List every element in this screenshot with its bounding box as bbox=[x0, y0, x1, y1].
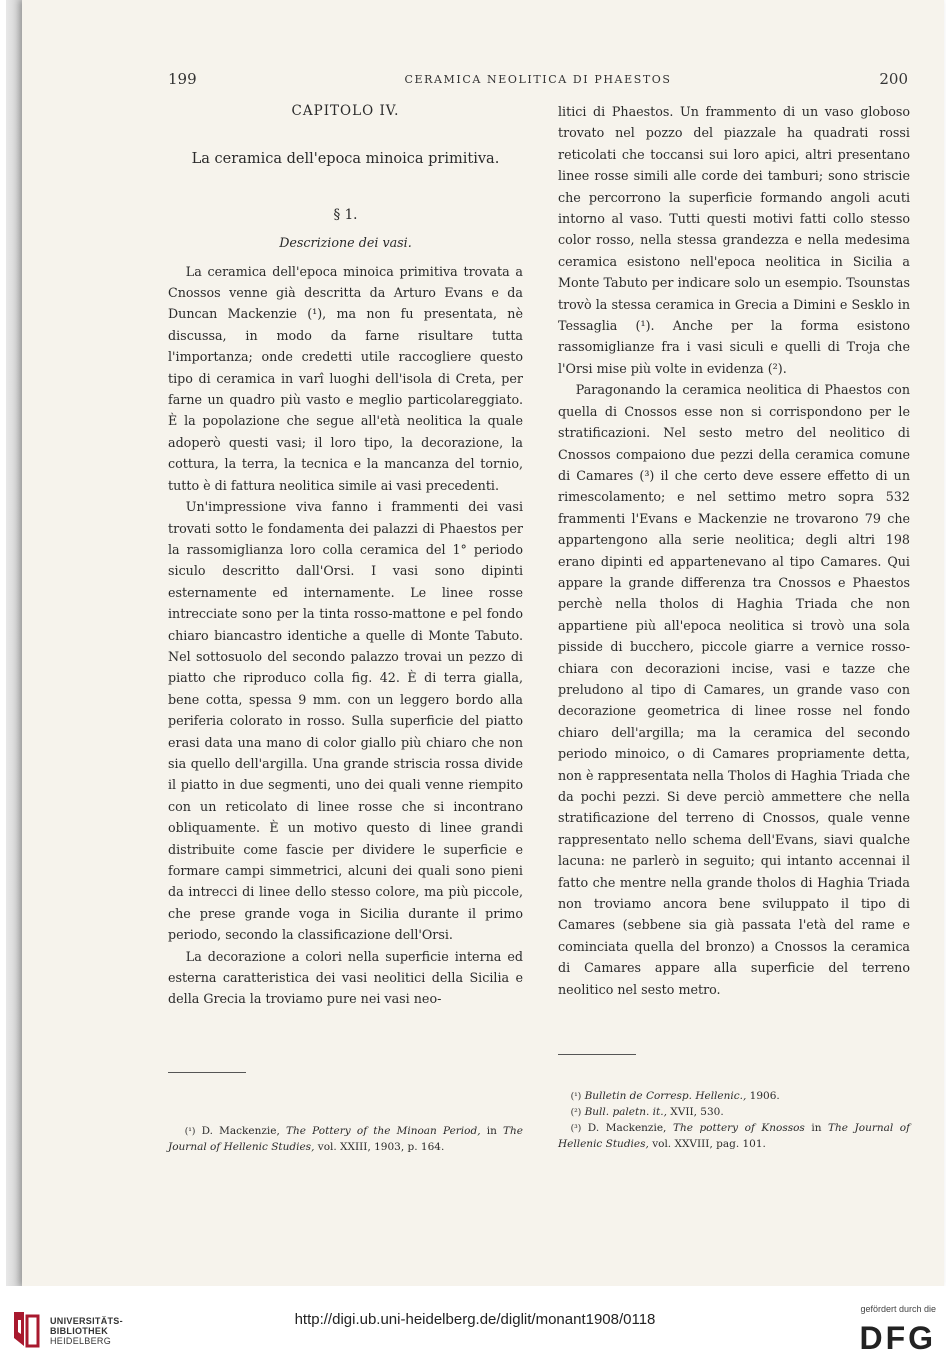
footnote-rest: 1906. bbox=[749, 1090, 780, 1102]
permalink-url[interactable]: http://digi.ub.uni-heidelberg.de/diglit/monant1908/0118 bbox=[294, 1311, 656, 1328]
library-name-line: UNIVERSITÄTS- bbox=[50, 1316, 123, 1326]
sponsor-caption: gefördert durch die bbox=[860, 1304, 936, 1314]
paragraph: La ceramica dell'epoca minoica primitiva trovata a Cnossos venne già descritta da Arturo Evans e da Duncan Mackenzie (¹), ma non fu presentata, nè discussa, in modo da farne risultare tutta l'importanza; onde credetti utile raccogliere questo tipo di ceramica in varî luoghi dell'isola di Creta, per farne un quadro più vasto e meglio particolareggiato. È la popolazione che segue all'età neolitica la quale adoperò questi vasi; il loro tipo, la decorazione, la cottura, la terra, la tecnica e la mancanza del tornio, tutto è di fattura neolitica simile ai vasi precedenti. bbox=[168, 263, 523, 493]
footnote-rest: vol. XXIII, 1903, p. 164. bbox=[317, 1141, 445, 1153]
footnote-left bbox=[168, 1124, 523, 1155]
dfg-logo[interactable]: DFG bbox=[859, 1320, 936, 1356]
chapter-title: La ceramica dell'epoca minoica primitiva. bbox=[191, 151, 500, 168]
page-number-left: 199 bbox=[168, 70, 197, 88]
right-column bbox=[558, 101, 910, 1000]
footnote-journal: The Journal of Hellenic Studies, bbox=[558, 1122, 910, 1150]
footnote-journal: The Journal of Hellenic Studies, bbox=[168, 1125, 523, 1153]
section-title: Descrizione dei vasi. bbox=[279, 235, 412, 251]
paragraph: La decorazione a colori nella superficie interna ed esterna caratteristica dei vasi neolitici della Sicilia e della Grecia la troviamo pure nei vasi neo- bbox=[168, 948, 523, 1007]
footnotes-right bbox=[558, 1089, 910, 1152]
footnote-rest: vol. XXVIII, pag. 101. bbox=[652, 1138, 766, 1150]
page-number-right: 200 bbox=[879, 70, 908, 88]
paragraph: Un'impressione viva fanno i frammenti dei vasi trovati sotto le fondamenta dei palazzi di Phaestos per la rassomiglianza loro colla ceramica del 1° periodo siculo descritto dall'Orsi. I vasi sono dipinti esternamente ed internamente. Le linee rosse intrecciate sono per la tinta rosso-mattone e pel fondo chiaro biancastro identiche a quelle di Monte Tabuto. Nel sottosuolo del secondo palazzo trovai un pezzo di piatto che riproduco colla fig. 42. È di terra gialla, bene cotta, spessa 9 mm. con un leggero bordo alla periferia colorato in rosso. Sulla superficie del piatto erasi data una mano di color giallo più chiaro che non sia quello dell'argilla. Una grande striscia rossa divide il piatto in due segmenti, uno dei quali venne riempito con un reticolato di linee rosse che si incontrano obliquamente. È un motivo questo di linee grandi distribuite come fascie per dividere le superficie e formare campi simmetrici, alcuni dei quali sono pieni da intrecci di linee dello stesso colore, ma più piccole, che prese grande voga in Sicilia durante il primo periodo, secondo la classificazione dell'Orsi. bbox=[168, 499, 523, 943]
library-name-line: BIBLIOTHEK bbox=[50, 1326, 108, 1336]
running-title: CERAMICA NEOLITICA DI PHAESTOS bbox=[404, 73, 672, 86]
footnote-mark: (¹) bbox=[184, 1127, 196, 1137]
footnote-author: D. Mackenzie, bbox=[587, 1122, 667, 1134]
library-name bbox=[50, 1316, 123, 1346]
section-number: § 1. bbox=[333, 206, 358, 223]
paragraph: litici di Phaestos. Un frammento di un vaso globoso trovato nel pozzo del piazzale ha quadrati rossi reticolati che toccansi sui loro apici, altri presentano linee rosse simili alle corde dei tamburi; sono striscie che percorrono la superficie formando angoli acuti intorno al vaso. Tutti questi motivi fatti collo stesso color rosso, nella stessa grandezza e nella medesima ceramica esistono nell'epoca neolitica in Sicilia a Monte Tabuto per indicare solo un esempio. Tsounstas trovò la stessa ceramica in Grecia a Dimini e Sesklo in Tessaglia (¹). Anche per la forma esistono rassomiglianze fra i vasi siculi e quelli di Troja che l'Orsi mise più volte in evidenza (²). bbox=[558, 104, 910, 376]
footnote-rule-right bbox=[558, 1054, 636, 1055]
left-column bbox=[168, 101, 523, 1010]
footnote-in: in bbox=[486, 1125, 497, 1137]
book-spine-edge bbox=[6, 0, 22, 1286]
library-name-line: HEIDELBERG bbox=[50, 1336, 112, 1346]
footnote-title: Bulletin de Corresp. Hellenic., bbox=[584, 1090, 747, 1102]
footnote-title: The Pottery of the Minoan Period, bbox=[286, 1125, 481, 1137]
footnote-mark: (¹) bbox=[570, 1092, 582, 1102]
footnote-rule-left bbox=[168, 1072, 246, 1073]
footnote-title: The pottery of Knossos bbox=[672, 1122, 805, 1134]
footnote-rest: XVII, 530. bbox=[670, 1106, 724, 1118]
footnote-author: D. Mackenzie, bbox=[201, 1125, 280, 1137]
library-emblem-icon bbox=[10, 1308, 42, 1350]
chapter-heading: CAPITOLO IV. bbox=[291, 103, 400, 119]
paragraph: Paragonando la ceramica neolitica di Phaestos con quella di Cnossos esse non si corrispondono per le stratificazioni. Nel sesto metro del neolitico di Cnossos compaiono due pezzi della ceramica comune di Camares (³) il che certo deve essere effetto di un rimescolamento; e nel settimo metro sopra 532 frammenti l'Evans e Mackenzie ne trovarono 79 che appartengono alla serie neolitica; degli altri 198 erano dipinti ed appartenevano al tipo Camares. Qui appare la grande differenza tra Cnossos e Phaestos perchè nella tholos di Haghia Triada che non appartiene più all'epoca neolitica si trovò una sola pisside di bucchero, piccole giarre a vernice rosso-chiara con decorazioni incise, vasi e tazze che preludono al tipo di Camares, un grande vaso con decorazione geometrica di linee rosse nel fondo chiaro dell'argilla; ma la ceramica del secondo periodo minoico, o di Camares propriamente detta, non è rappresentata nella Tholos di Haghia Triada che da pochi pezzi. Si deve perciò ammettere che nella stratificazione del terreno di Cnossos, quale venne rappresentato nello schema dell'Evans, siavi qualche lacuna: ne parlerò in seguito; qui intanto accennai il fatto che mentre nella grande tholos di Haghia Triada non troviamo ancora bene sviluppato il tipo di Camares (sebbene sia già passata l'età del rame e cominciata quella del bronzo) a Cnossos la ceramica di Camares appare alla superficie del terreno neolitico nel sesto metro. bbox=[558, 382, 910, 997]
footnote-title: Bull. paletn. it., bbox=[584, 1106, 667, 1118]
viewer-footer bbox=[0, 1286, 946, 1366]
footnote-mark: (³) bbox=[570, 1124, 582, 1134]
footnote-mark: (²) bbox=[570, 1108, 582, 1118]
footnote-in: in bbox=[811, 1122, 822, 1134]
library-logo[interactable] bbox=[10, 1308, 140, 1352]
